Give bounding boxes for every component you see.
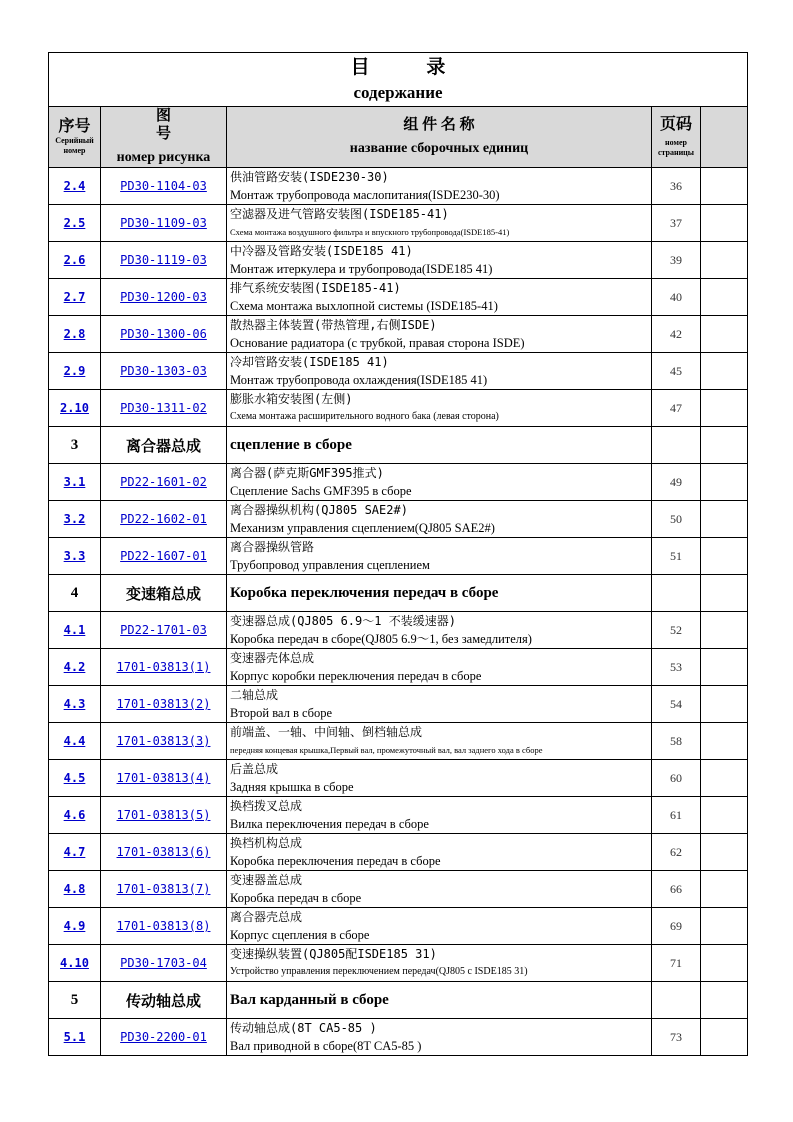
- page-number: 66: [652, 871, 701, 908]
- drawing-number-link[interactable]: PD30-1311-02: [120, 401, 207, 415]
- drawing-number-link[interactable]: PD22-1601-02: [120, 475, 207, 489]
- unit-name-cn: 散热器主体装置(带热管理,右侧ISDE): [230, 318, 437, 332]
- item-number-link[interactable]: 4.6: [63, 808, 86, 822]
- unit-name-ru: Механизм управления сцеплением(QJ805 SAE2#): [230, 521, 495, 535]
- item-number-link[interactable]: 2.10: [60, 401, 89, 415]
- drawing-number-cell: [101, 871, 227, 908]
- item-number-cell: [49, 279, 101, 316]
- header-page: [652, 107, 701, 168]
- table-row: [49, 242, 748, 279]
- header-page-ru: номер страницы: [657, 138, 695, 157]
- page-number: 45: [652, 353, 701, 390]
- unit-name-cn: 后盖总成: [230, 762, 279, 776]
- page-number: 71: [652, 945, 701, 982]
- page-number: 40: [652, 279, 701, 316]
- unit-name-cell: [227, 168, 652, 205]
- drawing-number-link[interactable]: 1701-03813(3): [116, 734, 211, 748]
- table-row: [49, 686, 748, 723]
- unit-name-cell: [227, 1019, 652, 1056]
- section-extra-empty: [701, 427, 748, 464]
- item-number-link[interactable]: 3.2: [63, 512, 86, 526]
- drawing-number-link[interactable]: 1701-03813(7): [116, 882, 211, 896]
- drawing-number-cell: [101, 205, 227, 242]
- header-page-cn: 页码: [659, 116, 692, 133]
- unit-name-ru: Устройство управления переключением передач(QJ805 с ISDE185 31): [230, 966, 528, 977]
- extra-empty: [701, 538, 748, 575]
- title-ru: содержание: [353, 82, 443, 102]
- page-number: 69: [652, 908, 701, 945]
- item-number-cell: [49, 205, 101, 242]
- item-number-cell: [49, 242, 101, 279]
- page-number: 42: [652, 316, 701, 353]
- item-number-cell: [49, 945, 101, 982]
- drawing-number-link[interactable]: 1701-03813(8): [116, 919, 211, 933]
- item-number-link[interactable]: 2.6: [63, 253, 86, 267]
- section-row: [49, 575, 748, 612]
- page-number: 62: [652, 834, 701, 871]
- extra-empty: [701, 797, 748, 834]
- extra-empty: [701, 353, 748, 390]
- unit-name-cell: [227, 464, 652, 501]
- item-number-cell: [49, 464, 101, 501]
- unit-name-cn: 空滤器及进气管路安装图(ISDE185-41): [230, 207, 449, 221]
- unit-name-cell: [227, 501, 652, 538]
- section-page-empty: [652, 982, 701, 1019]
- drawing-number-link[interactable]: 1701-03813(5): [116, 808, 211, 822]
- drawing-number-cell: [101, 464, 227, 501]
- item-number-cell: [49, 538, 101, 575]
- header-code: [101, 107, 227, 168]
- extra-empty: [701, 390, 748, 427]
- header-code-ru: номер рисунка: [116, 150, 211, 165]
- drawing-number-cell: [101, 279, 227, 316]
- unit-name-ru: Монтаж трубопровода маслопитания(ISDE230-30): [230, 188, 500, 202]
- unit-name-cn: 离合器操纵管路: [230, 540, 315, 554]
- unit-name-cn: 变速器盖总成: [230, 873, 303, 887]
- unit-name-ru: Коробка передач в сборе(QJ805 6.9～1, без замедлителя): [230, 632, 532, 646]
- item-number-cell: [49, 501, 101, 538]
- item-number-cell: [49, 612, 101, 649]
- item-number-link[interactable]: 2.9: [63, 364, 86, 378]
- title-cn: 目 录: [350, 56, 472, 78]
- item-number-cell: [49, 316, 101, 353]
- unit-name-cell: [227, 353, 652, 390]
- header-num-ru: Серийный номер: [55, 136, 94, 155]
- header-name: [227, 107, 652, 168]
- item-number-link[interactable]: 4.4: [63, 734, 86, 748]
- extra-empty: [701, 205, 748, 242]
- page-number: 53: [652, 649, 701, 686]
- table-row: [49, 279, 748, 316]
- header-num: [49, 107, 101, 168]
- drawing-number-link[interactable]: PD22-1607-01: [120, 549, 207, 563]
- item-number-link[interactable]: 4.2: [63, 660, 86, 674]
- unit-name-ru: Схема монтажа воздушного фильтра и впускного трубопровода(ISDE185-41): [230, 227, 510, 237]
- item-number-cell: [49, 390, 101, 427]
- item-number-cell: [49, 908, 101, 945]
- extra-empty: [701, 908, 748, 945]
- drawing-number-cell: [101, 501, 227, 538]
- unit-name-ru: Основание радиатора (с трубкой, правая сторона ISDE): [230, 336, 525, 350]
- drawing-number-cell: [101, 390, 227, 427]
- drawing-number-link[interactable]: PD30-1300-06: [120, 327, 207, 341]
- extra-empty: [701, 834, 748, 871]
- page-number: 54: [652, 686, 701, 723]
- unit-name-ru: Монтаж итеркулера и трубопровода(ISDE185 41): [230, 262, 493, 276]
- section-extra-empty: [701, 575, 748, 612]
- extra-empty: [701, 612, 748, 649]
- unit-name-ru: Корпус коробки переключения передач в сборе: [230, 669, 482, 683]
- page-number: 47: [652, 390, 701, 427]
- drawing-number-link[interactable]: PD22-1602-01: [120, 512, 207, 526]
- page-number: 61: [652, 797, 701, 834]
- section-number: 3: [49, 427, 101, 464]
- item-number-link[interactable]: 4.5: [63, 771, 86, 785]
- page-number: 60: [652, 760, 701, 797]
- item-number-cell: [49, 686, 101, 723]
- unit-name-cell: [227, 390, 652, 427]
- unit-name-cn: 供油管路安装(ISDE230-30): [230, 170, 389, 184]
- drawing-number-cell: [101, 538, 227, 575]
- title-cell: [49, 53, 748, 107]
- unit-name-cell: [227, 797, 652, 834]
- page-number: 37: [652, 205, 701, 242]
- item-number-link[interactable]: 2.4: [63, 179, 86, 193]
- unit-name-cell: [227, 612, 652, 649]
- extra-empty: [701, 723, 748, 760]
- unit-name-cell: [227, 538, 652, 575]
- drawing-number-link[interactable]: 1701-03813(1): [116, 660, 211, 674]
- unit-name-cell: [227, 316, 652, 353]
- header-extra: [701, 107, 748, 168]
- header-name-cn: 组 件 名 称: [403, 117, 475, 133]
- table-row: [49, 205, 748, 242]
- unit-name-cell: [227, 945, 652, 982]
- drawing-number-link[interactable]: PD30-1200-03: [120, 290, 207, 304]
- extra-empty: [701, 242, 748, 279]
- unit-name-ru: Вилка переключения передач в сборе: [230, 817, 429, 831]
- unit-name-cell: [227, 649, 652, 686]
- table-row: [49, 1019, 748, 1056]
- item-number-link[interactable]: 3.3: [63, 549, 86, 563]
- item-number-link[interactable]: 2.8: [63, 327, 86, 341]
- item-number-cell: [49, 1019, 101, 1056]
- table-row: [49, 612, 748, 649]
- unit-name-cell: [227, 205, 652, 242]
- table-row: [49, 464, 748, 501]
- unit-name-cell: [227, 834, 652, 871]
- drawing-number-cell: [101, 723, 227, 760]
- header-name-ru: название сборочных единиц: [349, 141, 529, 156]
- contents-table: [48, 52, 748, 1056]
- unit-name-cell: [227, 723, 652, 760]
- page-number: 73: [652, 1019, 701, 1056]
- page-number: 39: [652, 242, 701, 279]
- extra-empty: [701, 168, 748, 205]
- page-number: 51: [652, 538, 701, 575]
- drawing-number-cell: [101, 168, 227, 205]
- unit-name-ru: Сцепление Sachs GMF395 в сборе: [230, 484, 412, 498]
- item-number-link[interactable]: 4.1: [63, 623, 86, 637]
- extra-empty: [701, 686, 748, 723]
- item-number-cell: [49, 871, 101, 908]
- extra-empty: [701, 1019, 748, 1056]
- extra-empty: [701, 649, 748, 686]
- unit-name-cn: 离合器壳总成: [230, 910, 303, 924]
- unit-name-ru: Схема монтажа расширительного водного бака (левая сторона): [230, 411, 499, 422]
- drawing-number-cell: [101, 908, 227, 945]
- extra-empty: [701, 945, 748, 982]
- table-row: [49, 908, 748, 945]
- table-row: [49, 760, 748, 797]
- unit-name-cn: 离合器(萨克斯GMF395推式): [230, 466, 384, 480]
- drawing-number-cell: [101, 316, 227, 353]
- drawing-number-cell: [101, 945, 227, 982]
- table-row: [49, 501, 748, 538]
- table-row: [49, 538, 748, 575]
- drawing-number-cell: [101, 1019, 227, 1056]
- drawing-number-link[interactable]: PD30-1109-03: [120, 216, 207, 230]
- item-number-link[interactable]: 5.1: [63, 1030, 86, 1044]
- drawing-number-link[interactable]: 1701-03813(6): [116, 845, 211, 859]
- unit-name-ru: передняя концевая крышка,Первый вал, промежуточный вал, вал заднего хода в сборе: [230, 745, 543, 755]
- header-code-cn: 图 号: [155, 108, 199, 142]
- table-row: [49, 797, 748, 834]
- drawing-number-link[interactable]: PD30-1303-03: [120, 364, 207, 378]
- section-title-ru: сцепление в сборе: [227, 427, 652, 464]
- unit-name-cn: 传动轴总成(8T CA5-85 ): [230, 1021, 377, 1035]
- section-title-cn: 传动轴总成: [101, 982, 227, 1019]
- unit-name-cell: [227, 908, 652, 945]
- unit-name-cn: 膨胀水箱安装图(左侧): [230, 392, 353, 406]
- item-number-cell: [49, 649, 101, 686]
- unit-name-ru: Второй вал в сборе: [230, 706, 333, 720]
- item-number-link[interactable]: 3.1: [63, 475, 86, 489]
- item-number-cell: [49, 353, 101, 390]
- table-row: [49, 649, 748, 686]
- section-row: [49, 982, 748, 1019]
- unit-name-cn: 二轴总成: [230, 688, 279, 702]
- unit-name-cn: 换档拨叉总成: [230, 799, 303, 813]
- drawing-number-link[interactable]: 1701-03813(4): [116, 771, 211, 785]
- table-row: [49, 945, 748, 982]
- page-number: 58: [652, 723, 701, 760]
- drawing-number-cell: [101, 612, 227, 649]
- extra-empty: [701, 871, 748, 908]
- unit-name-ru: Трубопровод управления сцеплением: [230, 558, 430, 572]
- item-number-cell: [49, 723, 101, 760]
- section-number: 4: [49, 575, 101, 612]
- page-number: 52: [652, 612, 701, 649]
- drawing-number-cell: [101, 649, 227, 686]
- drawing-number-link[interactable]: PD30-2200-01: [120, 1030, 207, 1044]
- item-number-link[interactable]: 4.7: [63, 845, 86, 859]
- unit-name-ru: Корпус сцепления в сборе: [230, 928, 370, 942]
- item-number-cell: [49, 168, 101, 205]
- table-row: [49, 723, 748, 760]
- table-row: [49, 168, 748, 205]
- unit-name-cell: [227, 760, 652, 797]
- unit-name-ru: Вал приводной в сборе(8T CA5-85 ): [230, 1039, 422, 1053]
- header-num-cn: 序号: [58, 118, 91, 135]
- section-title-cn: 离合器总成: [101, 427, 227, 464]
- unit-name-cell: [227, 279, 652, 316]
- section-page-empty: [652, 575, 701, 612]
- section-page-empty: [652, 427, 701, 464]
- unit-name-ru: Коробка передач в сборе: [230, 891, 362, 905]
- item-number-link[interactable]: 4.8: [63, 882, 86, 896]
- drawing-number-link[interactable]: PD30-1703-04: [120, 956, 207, 970]
- item-number-link[interactable]: 2.5: [63, 216, 86, 230]
- table-row: [49, 316, 748, 353]
- item-number-cell: [49, 760, 101, 797]
- extra-empty: [701, 501, 748, 538]
- table-row: [49, 353, 748, 390]
- item-number-cell: [49, 834, 101, 871]
- page-number: 49: [652, 464, 701, 501]
- item-number-cell: [49, 797, 101, 834]
- extra-empty: [701, 464, 748, 501]
- unit-name-ru: Монтаж трубопровода охлаждения(ISDE185 41): [230, 373, 488, 387]
- unit-name-ru: Схема монтажа выхлопной системы (ISDE185-41): [230, 299, 498, 313]
- unit-name-cn: 离合器操纵机构(QJ805 SAE2#): [230, 503, 408, 517]
- unit-name-ru: Коробка переключения передач в сборе: [230, 854, 441, 868]
- drawing-number-link[interactable]: PD30-1104-03: [120, 179, 207, 193]
- unit-name-cn: 排气系统安装图(ISDE185-41): [230, 281, 401, 295]
- drawing-number-link[interactable]: PD30-1119-03: [120, 253, 207, 267]
- drawing-number-link[interactable]: 1701-03813(2): [116, 697, 211, 711]
- unit-name-cn: 变速操纵装置(QJ805配ISDE185 31): [230, 947, 437, 961]
- unit-name-cn: 中冷器及管路安装(ISDE185 41): [230, 244, 413, 258]
- section-title-ru: Коробка переключения передач в сборе: [227, 575, 652, 612]
- unit-name-cn: 冷却管路安装(ISDE185 41): [230, 355, 389, 369]
- unit-name-cn: 换档机构总成: [230, 836, 303, 850]
- drawing-number-cell: [101, 242, 227, 279]
- unit-name-cell: [227, 242, 652, 279]
- drawing-number-cell: [101, 760, 227, 797]
- section-extra-empty: [701, 982, 748, 1019]
- unit-name-cell: [227, 686, 652, 723]
- drawing-number-cell: [101, 834, 227, 871]
- section-title-ru: Вал карданный в сборе: [227, 982, 652, 1019]
- unit-name-cn: 变速器总成(QJ805 6.9～1 不装缓速器): [230, 614, 456, 628]
- item-number-link[interactable]: 4.9: [63, 919, 86, 933]
- item-number-link[interactable]: 2.7: [63, 290, 86, 304]
- unit-name-ru: Задняя крышка в сборе: [230, 780, 354, 794]
- section-row: [49, 427, 748, 464]
- drawing-number-cell: [101, 353, 227, 390]
- table-row: [49, 871, 748, 908]
- unit-name-cell: [227, 871, 652, 908]
- unit-name-cn: 前端盖、一轴、中间轴、倒档轴总成: [230, 725, 423, 739]
- table-row: [49, 390, 748, 427]
- page-number: 50: [652, 501, 701, 538]
- section-number: 5: [49, 982, 101, 1019]
- extra-empty: [701, 279, 748, 316]
- drawing-number-cell: [101, 686, 227, 723]
- extra-empty: [701, 760, 748, 797]
- item-number-link[interactable]: 4.10: [60, 956, 89, 970]
- section-title-cn: 变速箱总成: [101, 575, 227, 612]
- page-number: 36: [652, 168, 701, 205]
- drawing-number-cell: [101, 797, 227, 834]
- drawing-number-link[interactable]: PD22-1701-03: [120, 623, 207, 637]
- unit-name-cn: 变速器壳体总成: [230, 651, 315, 665]
- extra-empty: [701, 316, 748, 353]
- item-number-link[interactable]: 4.3: [63, 697, 86, 711]
- table-row: [49, 834, 748, 871]
